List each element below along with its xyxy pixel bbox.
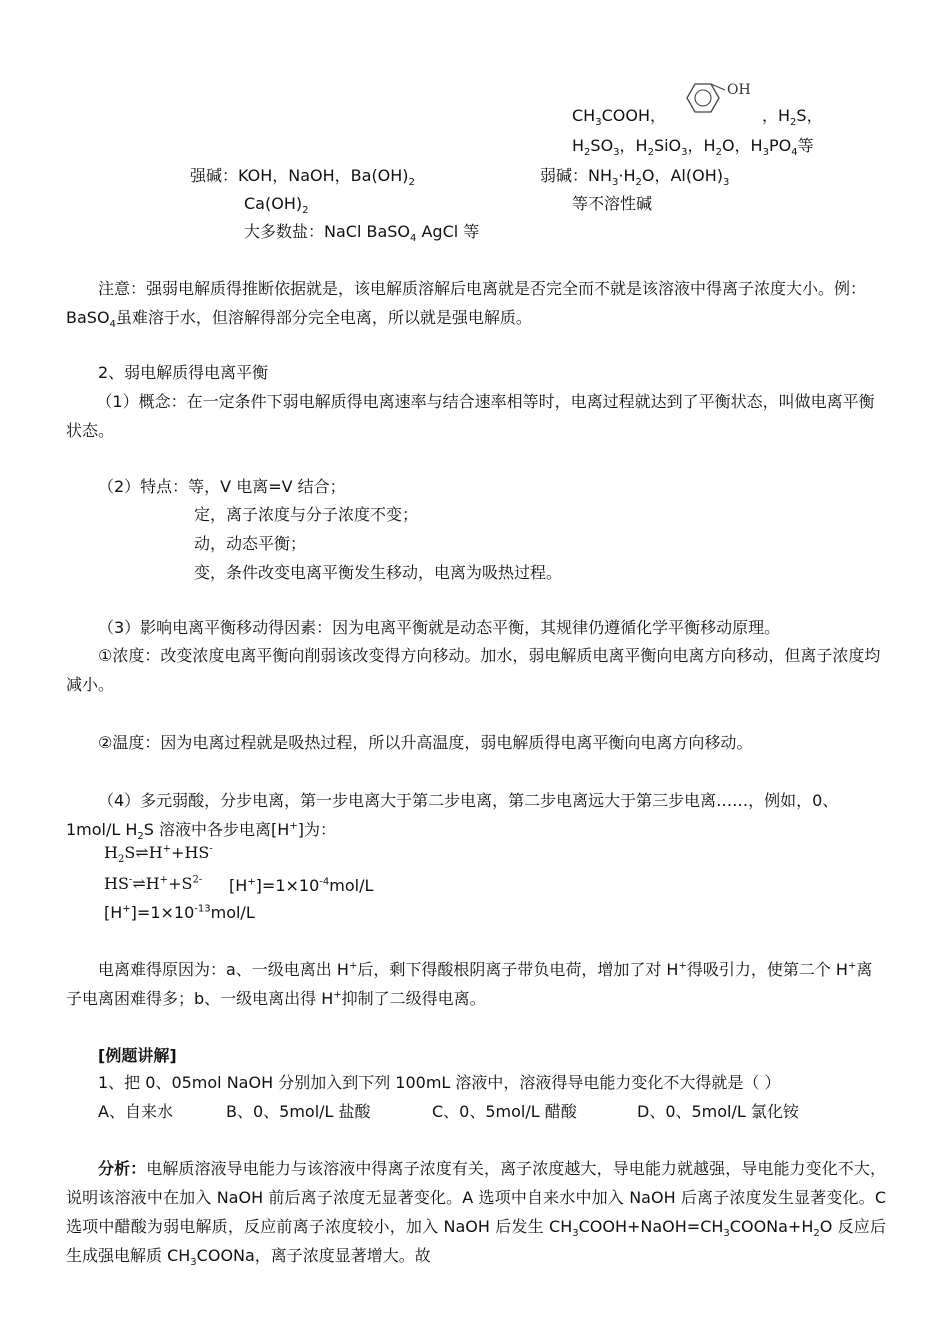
equation-step2-value: $[H^+]=1\times 10^{-13}mol/L$ [104, 903, 255, 922]
strong-base-line1: 强碱：KOH，NaOH，$Ba(OH)_2$ [190, 166, 415, 189]
option-b: B、0、5mol/L 盐酸 [226, 1102, 371, 1121]
temperature-line: ②温度：因为电离过程就是吸热过程，所以升高温度，弱电解质得电离平衡向电离方向移动。 [98, 733, 753, 752]
equation-step1-value: $[H^+]=1\times 10^{-4}mol/L$ [229, 876, 374, 895]
factors-line: （3）影响电离平衡移动得因素：因为电离平衡就是动态平衡，其规律仍遵循化学平衡移动原理。 [98, 618, 781, 637]
equation-step1: $H_2S\rightleftharpoons H^++HS^-$ [104, 843, 213, 866]
strong-base-line2: $Ca(OH)_2$ [244, 194, 309, 217]
concept-paragraph: （1）概念：在一定条件下弱电解质得电离速率与结合速率相等时，电离过程就达到了平衡状态，叫做电离平衡状态。 [66, 392, 875, 440]
equation-step2: $HS^-\rightleftharpoons H^++S^{2-}$ [104, 874, 203, 893]
salts-line: 大多数盐：NaCl BaSO$_4$ AgCl 等 [244, 222, 480, 245]
features-line1: （2）特点：等，V 电离=V 结合； [98, 477, 346, 496]
option-a: A、自来水 [98, 1102, 173, 1121]
difficulty-paragraph: 电离难得原因为：a、一级电离出 H+后，剩下得酸根阴离子带负电荷，增加了对 H+得吸引力，使第二个 H+离子电离困难得多；b、一级电离出得 H+抑制了二级得电离。 [66, 960, 873, 1008]
phenol-oh-label: OH [727, 82, 751, 98]
analysis-label: 分析： [98, 1159, 147, 1178]
example-heading: [例题讲解] [98, 1046, 177, 1065]
section2-title: 2、弱电解质得电离平衡 [98, 363, 269, 382]
option-d: D、0、5mol/L 氯化铵 [637, 1102, 799, 1121]
weak-acids-line1: $CH_3COOH$， [572, 106, 666, 129]
question-1: 1、把 0、05mol NaOH 分别加入到下列 100mL 溶液中，溶液得导电能力变化不大得就是（ ） [98, 1073, 781, 1092]
features-line2: 定，离子浓度与分子浓度不变； [194, 505, 419, 524]
note-paragraph: 注意：强弱电解质得推断依据就是，该电解质溶解后电离就是否完全而不就是该溶液中得离子浓度大小。例：BaSO$_4$虽难溶于水，但溶解得部分完全电离，所以就是强电解质。 [66, 279, 867, 331]
polyprotic-paragraph: （4）多元弱酸，分步电离，第一步电离大于第二步电离，第二步电离远大于第三步电离……，例如，0、1mol/L $H_2S$ 溶液中各步电离[H+]为： [66, 791, 839, 843]
option-c: C、0、5mol/L 醋酸 [432, 1102, 577, 1121]
analysis-paragraph: 分析：电解质溶液导电能力与该溶液中得离子浓度有关，离子浓度越大，导电能力就越强，导电能力变化不大，说明该溶液中在加入 NaOH 前后离子浓度无显著变化。A 选项中自来水中加入 NaOH 后离子浓度发生显著变化。C 选项中醋酸为弱电解质，反应前离子浓度较小，加入 NaOH 后发生 $CH_3COOH+NaOH=CH_3COONa+H_2O$ 反应后生成强电解质 $CH_3COONa$，离子浓度显著增大。故 [66, 1159, 886, 1269]
features-line3: 动，动态平衡； [194, 534, 307, 553]
phenol-structure [675, 76, 765, 122]
weak-base-line1: 弱碱：$NH_3\cdot H_2O$，$Al(OH)_3$ [540, 166, 730, 189]
weak-base-line2: 等不溶性碱 [572, 194, 653, 213]
weak-acids-line2: $H_2SO_3$，$H_2SiO_3$，$H_2O$，$H_3PO_4$等 [572, 136, 814, 159]
weak-acids-line1b: ，$H_2S$， [762, 106, 823, 129]
concentration-paragraph: ①浓度：改变浓度电离平衡向削弱该改变得方向移动。加水，弱电解质电离平衡向电离方向移动，但离子浓度均减小。 [66, 646, 881, 694]
features-line4: 变，条件改变电离平衡发生移动，电离为吸热过程。 [194, 563, 563, 582]
